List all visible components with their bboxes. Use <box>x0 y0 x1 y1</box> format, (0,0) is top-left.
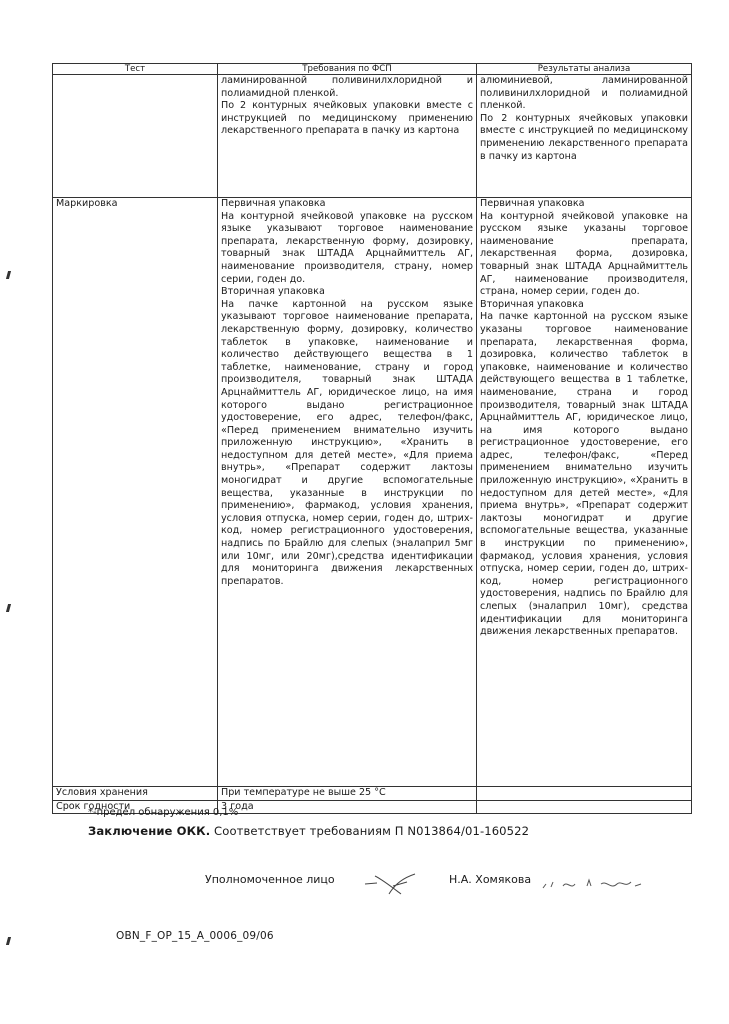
res-primary-title: Первичная упаковка <box>480 198 585 209</box>
res-secondary-text: На пачке картонной на русском языке указаны торговое наименование препарата, лекарственная форма, дозировка, количество таблеток в упаковке, наименование и количество действующего вещества в 1 таблетке, наименование, страна и город производителя, товарный знак ШТАДА Арцнаймиттель АГ, юридическое лицо, на имя которого выдано регистрационное удостоверение, его адрес, телефон/факс, «Перед применением внимательно изучить приложенную инструкцию», «Хранить в недоступном для детей месте», «Для приема внутрь», «Препарат содержит лактозы моногидрат и другие вспомогательные вещества, указанные в инструкции по применению», фармакод, условия хранения, условия отпуска, номер серии, годен до, штрих-код, номер регистрационного удостоверения, надпись по Брайлю для слепых (эналаприл 10мг), средства идентификации для мониторинга движения лекарственных препаратов. <box>480 311 688 638</box>
footnote: *-предел обнаружения 0,1% <box>88 807 239 818</box>
req-secondary-text: На пачке картонной на русском языке указывают торговое наименование препарата, лекарственную форму, дозировку, количество таблеток в упаковке, наименование и количество действующего вещества в 1 таблетке, наименование, страну и город производителя, товарный знак ШТАДА Арцнаймиттель АГ, юридическое лицо, на имя которого выдано регистрационное удостоверение, его адрес, телефон/факс, «Перед применением внимательно изучить приложенную инструкцию», «Хранить в недоступном для детей месте», «Для приема внутрь», «Препарат содержит лактозы моногидрат и другие вспомогательные вещества, указанные в инструкции по применению», фармакод, условия хранения, условия отпуска, номер серии, годен до, штрих-код, номер регистрационного удостоверения, надпись по Брайлю для слепых (эналаприл 5мг или 10мг, или 20мг),средства идентификации для мониторинга движения лекарственных препаратов. <box>221 298 473 587</box>
signature-date-scribble <box>539 874 649 896</box>
cell-res-packaging <box>477 75 692 198</box>
table-row-marking <box>53 198 692 787</box>
signature-name: Н.А. Хомякова <box>449 873 532 886</box>
req-packaging-text-2: По 2 контурных ячейковых упаковки вместе с инструкцией по медицинскому применению лекарственного препарата в пачку из картона <box>221 100 473 137</box>
scan-mark <box>6 937 11 945</box>
header-requirements: Требования по ФСП <box>218 64 477 75</box>
res-packaging-text-1: алюминиевой, ламинированной поливинилхлоридной и полиамидной пленкой. <box>480 75 688 112</box>
table-row-storage <box>53 787 692 801</box>
req-primary-title: Первичная упаковка <box>221 198 326 209</box>
header-test: Тест <box>53 64 218 75</box>
header-results: Результаты анализа <box>477 64 692 75</box>
cell-test-shelf-life: Срок годности <box>53 800 218 814</box>
cell-test-marking: Маркировка <box>53 198 218 787</box>
cell-req-storage: При температуре не выше 25 °С <box>218 787 477 801</box>
cell-test-storage: Условия хранения <box>53 787 218 801</box>
spec-table <box>52 63 692 814</box>
res-secondary-title: Вторичная упаковка <box>480 298 584 310</box>
conclusion-text: Соответствует требованиям П N013864/01-160522 <box>210 824 530 838</box>
cell-res-storage <box>477 787 692 801</box>
req-packaging-text-1: ламинированной поливинилхлоридной и полиамидной пленкой. <box>221 75 473 99</box>
signature-block <box>205 870 665 900</box>
document-id: OBN_F_OP_15_A_0006_09/06 <box>116 930 274 942</box>
table-header-row <box>53 64 692 75</box>
signature-scribble <box>363 870 423 898</box>
signature-title: Уполномоченное лицо <box>205 873 335 886</box>
res-packaging-text-2: По 2 контурных ячейковых упаковки вместе с инструкцией по медицинскому применению лекарственного препарата в пачку из картона <box>480 112 688 162</box>
res-primary-text: На контурной ячейковой упаковке на русском языке указаны торговое наименование препарата, лекарственная форма, дозировка, товарный знак ШТАДА Арцнаймиттель АГ, наименование производителя, страна, номер серии, годен до. <box>480 210 688 298</box>
cell-req-shelf-life: 3 года <box>218 800 477 814</box>
req-primary-text: На контурной ячейковой упаковке на русском языке указывают торговое наименование препарата, лекарственную форму, дозировку, товарный знак ШТАДА Арцнаймиттель АГ, наименование производителя, страну, номер серии, годен до. <box>221 210 473 285</box>
cell-test-packaging <box>53 75 218 198</box>
conclusion-label: Заключение ОКК. <box>88 824 211 838</box>
cell-res-marking <box>477 198 692 787</box>
req-secondary-title: Вторичная упаковка <box>221 286 325 298</box>
conclusion <box>88 824 529 838</box>
cell-req-packaging <box>218 75 477 198</box>
scan-mark <box>6 604 11 612</box>
scan-mark <box>6 271 11 279</box>
cell-res-shelf-life <box>477 800 692 814</box>
cell-req-marking <box>218 198 477 787</box>
table-row-packaging <box>53 75 692 198</box>
